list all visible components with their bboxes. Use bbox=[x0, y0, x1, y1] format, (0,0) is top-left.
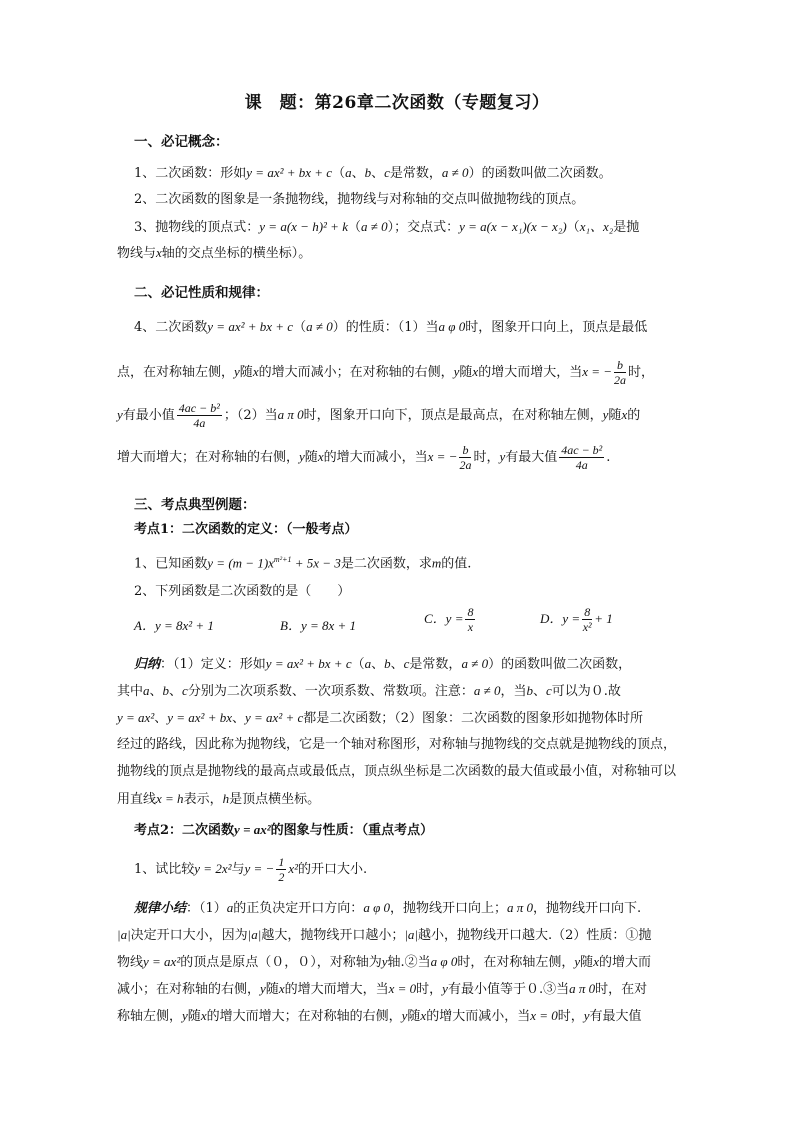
option-d: D．y = $\frac{8}{\text{x²}}$ + 1 bbox=[540, 605, 613, 634]
rule-line-2: |a|决定开口大小，因为|a|越大，抛物线开口越小；|a|越小，抛物线开口越大.（2）性质：①抛 bbox=[117, 927, 652, 943]
page-title: 课 题：第26章二次函数（专题复习） bbox=[244, 93, 550, 113]
section-heading-concepts: 一、必记概念： bbox=[134, 134, 229, 150]
property-line-2: 点，在对称轴左侧，y随x的增大而减小；在对称轴的右侧，y随x的增大而增大，当x = − $\frac{b}{2a}$ 时， bbox=[117, 358, 655, 387]
rule-line-3: 物线y = ax²的顶点是原点（０，０），对称轴为y轴.②当a φ 0时，在对称轴左侧，y随x的增大而 bbox=[117, 954, 651, 970]
rule-line-4: 减小；在对称轴的右侧，y随x的增大而增大，当x = 0时，y有最小值等于０.③当a π 0时，在对 bbox=[117, 981, 648, 997]
summary-line-1: 归纳：（1）定义：形如y = ax² + bx + c（a、b、c是常数，a ≠ 0）的函数叫做二次函数， bbox=[134, 656, 632, 672]
kaodian-2-heading: 考点2：二次函数y = ax²的图象与性质：（重点考点） bbox=[134, 822, 434, 838]
option-c: C．y = $\frac{8}{x}$ bbox=[424, 605, 474, 634]
section-heading-properties: 二、必记性质和规律： bbox=[134, 285, 269, 301]
property-line-4: 增大而增大；在对称轴的右侧，y随x的增大而减小，当x = − $\frac{b}{2a}$ 时，y有最大值 $\frac{\text{4ac − b²}}{4a}$ . bbox=[117, 443, 611, 472]
rule-line-5: 称轴左侧，y随x的增大而增大；在对称轴的右侧，y随x的增大而减小，当x = 0时，y有最大值 bbox=[117, 1008, 642, 1024]
option-b: B．y = 8x + 1 bbox=[280, 618, 357, 633]
summary-line-5: 抛物线的顶点是抛物线的最高点或最低点，顶点纵坐标是二次函数的最大值或最小值，对称轴可以 bbox=[117, 764, 677, 779]
summary-line-2: 其中a、b、c分别为二次项系数、一次项系数、常数项。注意：a ≠ 0，当b、c可以为０.故 bbox=[117, 683, 621, 699]
question-2: 2、下列函数是二次函数的是（ ） bbox=[134, 584, 351, 599]
question-1: 1、已知函数$y = (m - 1)x^{m^2+1} + 5x - 3$是二次函数，求m的值. bbox=[134, 555, 472, 572]
kaodian-1-heading: 考点1：二次函数的定义：（一般考点） bbox=[134, 522, 358, 537]
property-line-3: y有最小值 $\frac{\text{4ac − b²}}{4a}$ ；（2）当a π 0时，图象开口向下，顶点是最高点，在对称轴左侧，y随x的 bbox=[117, 401, 641, 430]
section-heading-examples: 三、考点典型例题： bbox=[134, 497, 256, 513]
concept-line-3: 3、抛物线的顶点式：y = a(x − h)² + k（a ≠ 0）；交点式：y = a(x − x₁)(x − x₂)（x₁、x₂是抛 bbox=[134, 219, 640, 235]
question-3: 1、试比较y = 2x²与y = − $\frac{1}{2}$ x²的开口大小. bbox=[134, 855, 368, 884]
concept-line-2: 2、二次函数的图象是一条抛物线，抛物线与对称轴的交点叫做抛物线的顶点。 bbox=[134, 192, 585, 207]
summary-line-3: y = ax²、y = ax² + bx、y = ax² + c都是二次函数；（2）图象：二次函数的图象形如抛物体时所 bbox=[117, 710, 644, 726]
summary-line-4: 经过的路线，因此称为抛物线，它是一个轴对称图形，对称轴与抛物线的交点就是抛物线的顶点， bbox=[117, 737, 677, 752]
property-line-1: 4、二次函数y = ax² + bx + c（a ≠ 0）的性质：（1）当a φ 0时，图象开口向上，顶点是最低 bbox=[134, 319, 648, 335]
concept-line-3-cont: 物线与x轴的交点坐标的横坐标）。 bbox=[117, 245, 312, 261]
concept-line-1: 1、二次函数：形如y = ax² + bx + c（a、b、c是常数，a ≠ 0）的函数叫做二次函数。 bbox=[134, 165, 612, 181]
summary-line-6: 用直线x = h表示，h是顶点横坐标。 bbox=[117, 791, 321, 807]
rule-line-1: 规律小结：（1）a的正负决定开口方向：a φ 0，抛物线开口向上；a π 0，抛物线开口向下. bbox=[134, 900, 642, 916]
option-a: A．y = 8x² + 1 bbox=[134, 618, 214, 633]
